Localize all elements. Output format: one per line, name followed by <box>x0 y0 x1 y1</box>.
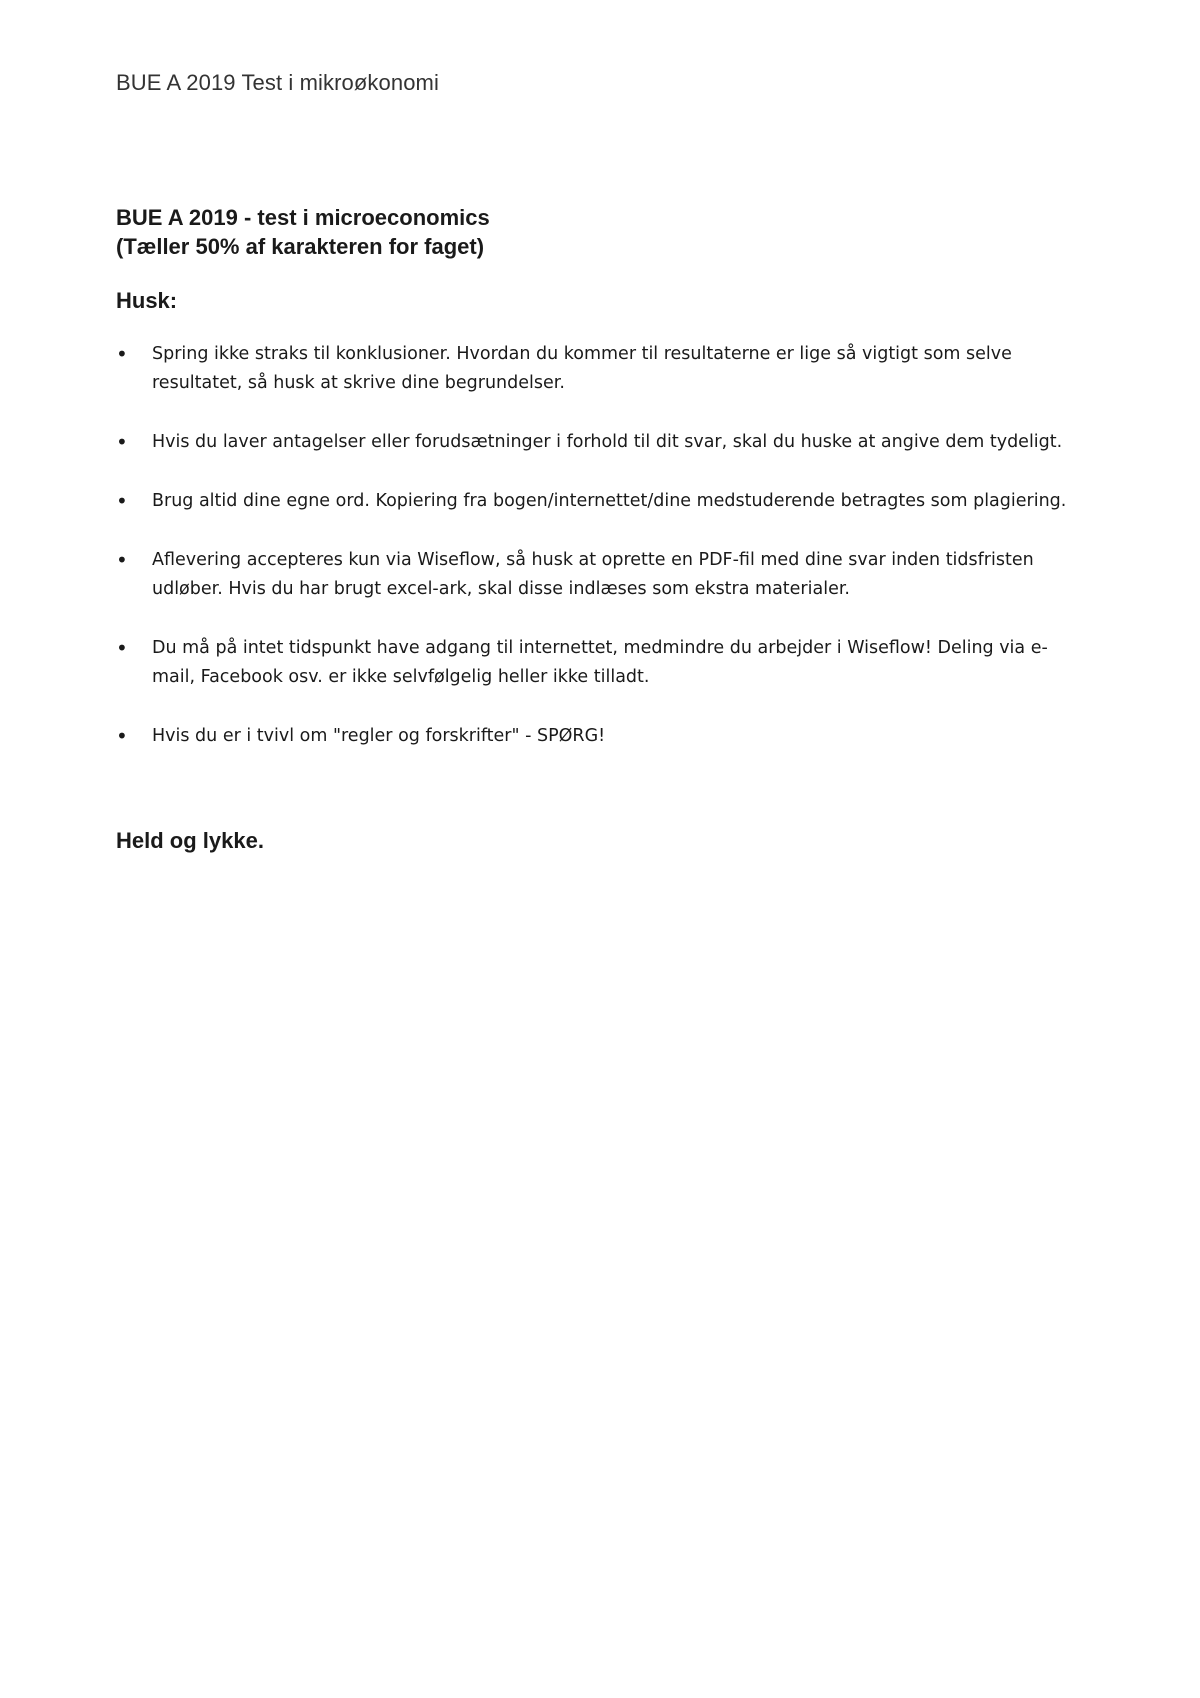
rule-text: Hvis du er i tvivl om "regler og forskrifter" - SPØRG! <box>152 726 606 746</box>
list-item <box>116 722 1076 751</box>
title-line-2: (Tæller 50% af karakteren for faget) <box>116 234 485 259</box>
running-header: BUE A 2019 Test i mikroøkonomi <box>116 70 439 95</box>
rule-text: Spring ikke straks til konklusioner. Hvordan du kommer til resultaterne er lige så vigtigt som selve resultatet, så husk at skrive dine begrundelser. <box>152 344 1012 393</box>
bullet-icon: • <box>116 724 128 748</box>
bullet-icon: • <box>116 342 128 366</box>
list-item <box>116 428 1076 457</box>
rule-text: Aflevering accepteres kun via Wiseflow, så husk at oprette en PDF-fil med dine svar inden tidsfristen udløber. Hvis du har brugt excel-ark, skal disse indlæses som ekstra materialer. <box>152 550 1034 599</box>
remember-heading: Husk: <box>116 288 178 313</box>
rules-list <box>116 340 1076 781</box>
list-item <box>116 340 1076 398</box>
list-item <box>116 546 1076 604</box>
rule-text: Brug altid dine egne ord. Kopiering fra bogen/internettet/dine medstuderende betragtes som plagiering. <box>152 491 1067 511</box>
bullet-icon: • <box>116 489 128 513</box>
rule-text: Hvis du laver antagelser eller forudsætninger i forhold til dit svar, skal du huske at angive dem tydeligt. <box>152 432 1063 452</box>
closing-text: Held og lykke. <box>116 828 264 853</box>
list-item <box>116 487 1076 516</box>
rule-text: Du må på intet tidspunkt have adgang til internettet, medmindre du arbejder i Wiseflow! Deling via e-mail, Facebook osv. er ikke selvfølgelig heller ikke tilladt. <box>152 638 1048 687</box>
list-item <box>116 634 1076 692</box>
bullet-icon: • <box>116 430 128 454</box>
title-line-1: BUE A 2019 - test i microeconomics <box>116 205 490 230</box>
bullet-icon: • <box>116 636 128 660</box>
document-title <box>116 203 490 261</box>
bullet-icon: • <box>116 548 128 572</box>
